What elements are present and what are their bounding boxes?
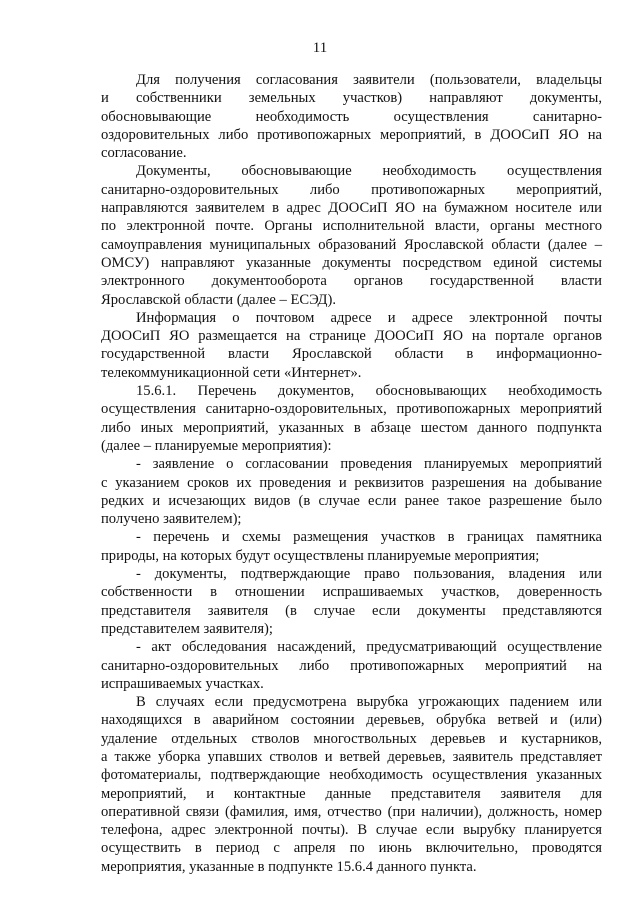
text-line: фотоматериалы, подтверждающие необходимость осуществления указанных <box>101 767 602 784</box>
text-line: электронного документооборота органов государственной власти <box>101 273 602 290</box>
text-line: - заявление о согласовании проведения планируемых мероприятий <box>136 456 602 473</box>
text-line: представителем заявителя); <box>101 620 273 637</box>
text-line: редких и исчезающих видов (в случае если ранее такое разрешение было <box>101 492 602 509</box>
text-line: Документы, обосновывающие необходимость осуществления <box>136 163 602 180</box>
text-line: осуществить в период с апреля по июнь включительно, проводятся <box>101 840 602 857</box>
text-line: ДООСиП ЯО размещается на странице ДООСиП ЯО на портале органов <box>101 328 602 345</box>
text-line: санитарно-оздоровительных либо противопожарных мероприятий, <box>101 181 602 198</box>
text-line: с указанием сроков их проведения и реквизитов разрешения на добывание <box>101 474 602 491</box>
text-line: Информация о почтовом адресе и адресе электронной почты <box>136 309 602 326</box>
text-line: ОМСУ) направляют указанные документы посредством единой системы <box>101 254 602 271</box>
text-line: получено заявителем); <box>101 511 242 528</box>
text-line: находящихся в аварийном состоянии деревьев, обрубка ветвей и (или) <box>101 712 602 729</box>
text-line: и собственники земельных участков) направляют документы, <box>101 90 602 107</box>
text-line: телефона, адрес электронной почты). В случае если вырубку планируется <box>101 822 602 839</box>
text-line: собственности в отношении испрашиваемых участков, доверенность <box>101 584 602 601</box>
text-line: Для получения согласования заявители (пользователи, владельцы <box>136 72 602 88</box>
text-line: удаление отдельных стволов многоствольных деревьев и кустарников, <box>101 730 602 747</box>
text-line: санитарно-оздоровительных либо противопожарных мероприятий на <box>101 657 602 674</box>
text-line: обосновывающие необходимость осуществления санитарно- <box>101 108 602 125</box>
text-line: мероприятий, и контактные данные представителя заявителя для <box>101 785 602 802</box>
text-line: оперативной связи (фамилия, имя, отчество (при наличии), должность, номер <box>101 803 602 820</box>
page-number: 11 <box>312 40 328 56</box>
text-line: представителя заявителя (в случае если документы представляются <box>101 602 602 619</box>
text-line: - перечень и схемы размещения участков в границах памятника <box>136 529 602 546</box>
text-line: Ярославской области (далее – ЕСЭД). <box>101 291 336 308</box>
text-line: - документы, подтверждающие право пользования, владения или <box>136 566 602 583</box>
text-line: телекоммуникационной сети «Интернет». <box>101 364 362 381</box>
text-line: В случаях если предусмотрена вырубка угрожающих падением или <box>136 694 602 711</box>
text-line: 15.6.1. Перечень документов, обосновывающих необходимость <box>136 383 602 400</box>
text-line: (далее – планируемые мероприятия): <box>101 437 332 454</box>
text-line: а также уборка упавших стволов и ветвей деревьев, заявитель представляет <box>101 748 602 765</box>
text-line: природы, на которых будут осуществлены планируемые мероприятия; <box>101 547 540 564</box>
text-line: согласование. <box>101 145 187 162</box>
text-line: по электронной почте. Органы исполнительной власти, органы местного <box>101 218 602 235</box>
text-line: - акт обследования насаждений, предусматривающий осуществление <box>136 639 602 656</box>
text-line: направляются заявителем в адрес ДООСиП ЯО на бумажном носителе или <box>101 200 602 217</box>
text-line: оздоровительных либо противопожарных мероприятий, в ДООСиП ЯО на <box>101 126 602 143</box>
body-text <box>101 71 602 876</box>
text-line: либо иных мероприятий, указанных в абзаце шестом данного подпункта <box>101 419 602 436</box>
text-line: самоуправления муниципальных образований Ярославской области (далее – <box>101 236 602 253</box>
text-line: государственной власти Ярославской области в информационно- <box>101 346 602 363</box>
text-line: испрашиваемых участках. <box>101 675 264 692</box>
text-line: мероприятия, указанные в подпункте 15.6.4 данного пункта. <box>101 858 477 875</box>
text-line: осуществления санитарно-оздоровительных, противопожарных мероприятий <box>101 401 602 418</box>
